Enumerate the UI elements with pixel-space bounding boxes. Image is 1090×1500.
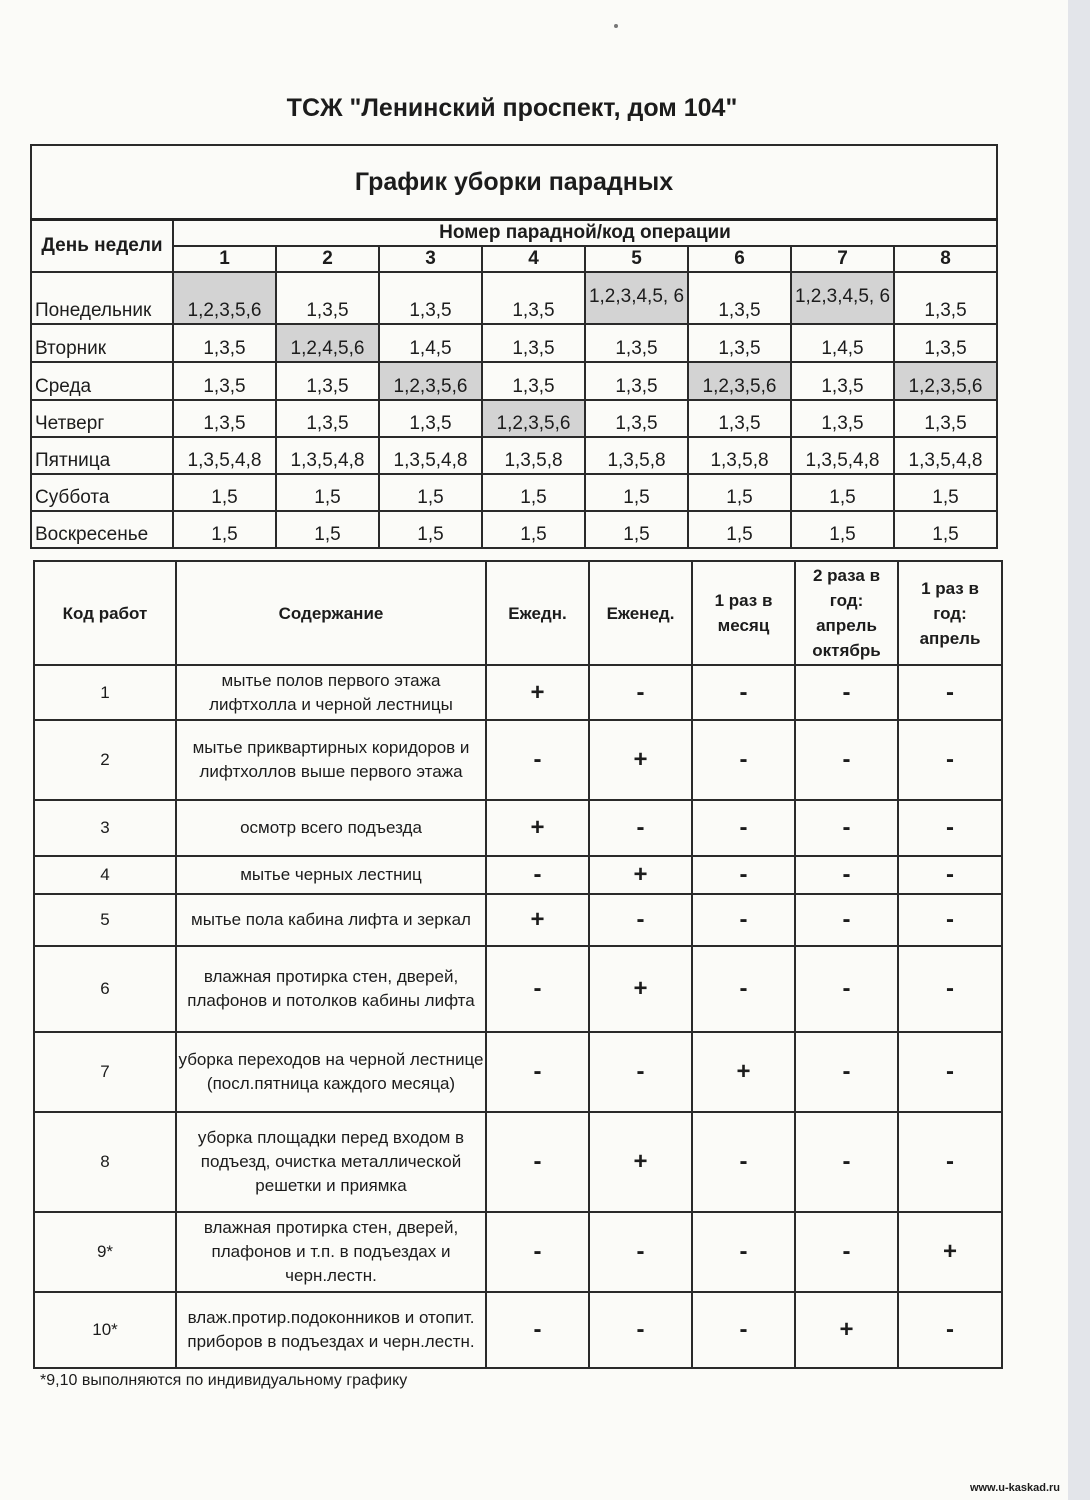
schedule-cell: 1,3,5 bbox=[894, 324, 997, 362]
schedule-cell: 1,2,3,5,6 bbox=[688, 362, 791, 400]
work-code: 3 bbox=[34, 800, 176, 856]
schedule-cell: 1,2,3,4,5, 6 bbox=[791, 272, 894, 324]
frequency-mark: - bbox=[692, 1212, 795, 1292]
work-code: 8 bbox=[34, 1112, 176, 1212]
schedule-cell: 1,2,3,4,5, 6 bbox=[585, 272, 688, 324]
works-column-header: 1 раз в год: апрель bbox=[898, 561, 1002, 665]
schedule-row bbox=[31, 511, 997, 548]
frequency-mark: - bbox=[795, 856, 898, 894]
frequency-mark: - bbox=[589, 1212, 692, 1292]
frequency-mark: - bbox=[692, 946, 795, 1032]
schedule-cell: 1,3,5,4,8 bbox=[276, 437, 379, 474]
entrance-number: 4 bbox=[482, 246, 585, 272]
frequency-mark: - bbox=[692, 894, 795, 946]
works-row bbox=[34, 1032, 1002, 1112]
schedule-row bbox=[31, 474, 997, 511]
schedule-title: График уборки парадных bbox=[31, 145, 997, 220]
day-header: День недели bbox=[31, 220, 173, 272]
frequency-mark: - bbox=[898, 665, 1002, 720]
work-code: 9* bbox=[34, 1212, 176, 1292]
schedule-cell: 1,3,5,4,8 bbox=[894, 437, 997, 474]
schedule-cell: 1,3,5,8 bbox=[482, 437, 585, 474]
frequency-mark: - bbox=[692, 720, 795, 800]
frequency-mark: - bbox=[486, 946, 589, 1032]
frequency-mark: - bbox=[486, 1032, 589, 1112]
schedule-cell: 1,3,5,8 bbox=[688, 437, 791, 474]
works-row bbox=[34, 1112, 1002, 1212]
work-description: мытье полов первого этажа лифтхолла и черной лестницы bbox=[176, 665, 486, 720]
entrance-number: 7 bbox=[791, 246, 894, 272]
frequency-mark: - bbox=[795, 1032, 898, 1112]
schedule-cell: 1,3,5 bbox=[894, 272, 997, 324]
frequency-mark: - bbox=[692, 800, 795, 856]
frequency-mark: - bbox=[692, 856, 795, 894]
schedule-cell: 1,5 bbox=[173, 474, 276, 511]
works-row bbox=[34, 946, 1002, 1032]
schedule-row bbox=[31, 400, 997, 437]
schedule-cell: 1,3,5 bbox=[276, 362, 379, 400]
work-description: осмотр всего подъезда bbox=[176, 800, 486, 856]
schedule-cell: 1,2,3,5,6 bbox=[379, 362, 482, 400]
frequency-mark: - bbox=[795, 1212, 898, 1292]
schedule-cell: 1,3,5,4,8 bbox=[379, 437, 482, 474]
schedule-cell: 1,5 bbox=[688, 511, 791, 548]
page-edge bbox=[1068, 0, 1090, 1500]
schedule-cell: 1,5 bbox=[482, 511, 585, 548]
frequency-mark: + bbox=[589, 1112, 692, 1212]
footnote: *9,10 выполняются по индивидуальному графику bbox=[40, 1372, 408, 1389]
schedule-cell: 1,2,3,5,6 bbox=[173, 272, 276, 324]
schedule-cell: 1,3,5 bbox=[688, 324, 791, 362]
schedule-cell: 1,3,5 bbox=[379, 400, 482, 437]
works-row bbox=[34, 1212, 1002, 1292]
frequency-mark: - bbox=[692, 1292, 795, 1368]
work-code: 10* bbox=[34, 1292, 176, 1368]
schedule-cell: 1,5 bbox=[276, 511, 379, 548]
frequency-mark: + bbox=[589, 720, 692, 800]
entrance-number: 6 bbox=[688, 246, 791, 272]
works-row bbox=[34, 894, 1002, 946]
frequency-mark: - bbox=[898, 1032, 1002, 1112]
frequency-mark: - bbox=[898, 856, 1002, 894]
org-title: ТСЖ "Ленинский проспект, дом 104" bbox=[286, 94, 738, 122]
work-description: влажная протирка стен, дверей, плафонов и т.п. в подъездах и черн.лестн. bbox=[176, 1212, 486, 1292]
schedule-row bbox=[31, 362, 997, 400]
frequency-mark: - bbox=[795, 800, 898, 856]
frequency-mark: + bbox=[795, 1292, 898, 1368]
frequency-mark: - bbox=[692, 665, 795, 720]
schedule-cell: 1,3,5 bbox=[482, 362, 585, 400]
schedule-cell: 1,5 bbox=[482, 474, 585, 511]
schedule-cell: 1,4,5 bbox=[791, 324, 894, 362]
schedule-cell: 1,4,5 bbox=[379, 324, 482, 362]
frequency-mark: + bbox=[486, 800, 589, 856]
frequency-mark: - bbox=[795, 894, 898, 946]
day-name: Среда bbox=[31, 362, 173, 400]
frequency-mark: + bbox=[898, 1212, 1002, 1292]
schedule-cell: 1,3,5 bbox=[688, 400, 791, 437]
works-row bbox=[34, 856, 1002, 894]
works-table bbox=[33, 560, 1003, 1369]
frequency-mark: - bbox=[898, 946, 1002, 1032]
frequency-mark: - bbox=[589, 1032, 692, 1112]
frequency-mark: - bbox=[486, 1212, 589, 1292]
day-name: Четверг bbox=[31, 400, 173, 437]
works-column-header: 2 раза в год: апрель октябрь bbox=[795, 561, 898, 665]
schedule-cell: 1,5 bbox=[894, 511, 997, 548]
frequency-mark: - bbox=[486, 856, 589, 894]
frequency-mark: - bbox=[589, 894, 692, 946]
schedule-cell: 1,3,5 bbox=[791, 362, 894, 400]
work-code: 7 bbox=[34, 1032, 176, 1112]
works-row bbox=[34, 720, 1002, 800]
frequency-mark: + bbox=[589, 856, 692, 894]
entrance-number: 5 bbox=[585, 246, 688, 272]
frequency-mark: - bbox=[898, 1112, 1002, 1212]
schedule-cell: 1,3,5 bbox=[173, 400, 276, 437]
entrance-header: Номер парадной/код операции bbox=[173, 220, 997, 246]
schedule-cell: 1,5 bbox=[688, 474, 791, 511]
frequency-mark: + bbox=[692, 1032, 795, 1112]
works-row bbox=[34, 665, 1002, 720]
schedule-cell: 1,5 bbox=[791, 511, 894, 548]
entrance-number: 8 bbox=[894, 246, 997, 272]
frequency-mark: - bbox=[589, 665, 692, 720]
works-column-header: Код работ bbox=[34, 561, 176, 665]
frequency-mark: - bbox=[692, 1112, 795, 1212]
scan-speck bbox=[614, 24, 618, 28]
work-description: уборка переходов на черной лестнице (посл.пятница каждого месяца) bbox=[176, 1032, 486, 1112]
schedule-cell: 1,5 bbox=[791, 474, 894, 511]
schedule-cell: 1,5 bbox=[276, 474, 379, 511]
frequency-mark: - bbox=[486, 720, 589, 800]
frequency-mark: - bbox=[898, 894, 1002, 946]
work-code: 2 bbox=[34, 720, 176, 800]
schedule-cell: 1,5 bbox=[894, 474, 997, 511]
work-code: 1 bbox=[34, 665, 176, 720]
schedule-row bbox=[31, 272, 997, 324]
schedule-cell: 1,3,5 bbox=[791, 400, 894, 437]
schedule-row bbox=[31, 437, 997, 474]
entrance-number: 2 bbox=[276, 246, 379, 272]
day-name: Суббота bbox=[31, 474, 173, 511]
work-code: 6 bbox=[34, 946, 176, 1032]
cleaning-schedule-table bbox=[30, 144, 998, 549]
works-column-header: Содержание bbox=[176, 561, 486, 665]
schedule-cell: 1,3,5 bbox=[482, 272, 585, 324]
schedule-cell: 1,2,3,5,6 bbox=[894, 362, 997, 400]
schedule-cell: 1,5 bbox=[585, 511, 688, 548]
frequency-mark: + bbox=[589, 946, 692, 1032]
frequency-mark: - bbox=[898, 720, 1002, 800]
day-name: Пятница bbox=[31, 437, 173, 474]
schedule-cell: 1,2,4,5,6 bbox=[276, 324, 379, 362]
schedule-cell: 1,3,5 bbox=[688, 272, 791, 324]
works-column-header: 1 раз в месяц bbox=[692, 561, 795, 665]
schedule-cell: 1,3,5 bbox=[379, 272, 482, 324]
work-code: 5 bbox=[34, 894, 176, 946]
frequency-mark: - bbox=[486, 1112, 589, 1212]
work-description: мытье приквартирных коридоров и лифтхоллов выше первого этажа bbox=[176, 720, 486, 800]
schedule-cell: 1,5 bbox=[379, 474, 482, 511]
schedule-cell: 1,3,5 bbox=[585, 362, 688, 400]
day-name: Воскресенье bbox=[31, 511, 173, 548]
frequency-mark: - bbox=[589, 1292, 692, 1368]
day-name: Вторник bbox=[31, 324, 173, 362]
frequency-mark: - bbox=[795, 665, 898, 720]
schedule-cell: 1,3,5 bbox=[173, 324, 276, 362]
day-name: Понедельник bbox=[31, 272, 173, 324]
work-description: влажная протирка стен, дверей, плафонов и потолков кабины лифта bbox=[176, 946, 486, 1032]
work-description: мытье черных лестниц bbox=[176, 856, 486, 894]
schedule-cell: 1,5 bbox=[379, 511, 482, 548]
works-column-header: Еженед. bbox=[589, 561, 692, 665]
frequency-mark: + bbox=[486, 894, 589, 946]
schedule-cell: 1,3,5,8 bbox=[585, 437, 688, 474]
work-description: уборка площадки перед входом в подъезд, очистка металлической решетки и приямка bbox=[176, 1112, 486, 1212]
schedule-cell: 1,2,3,5,6 bbox=[482, 400, 585, 437]
schedule-cell: 1,3,5 bbox=[585, 324, 688, 362]
frequency-mark: - bbox=[898, 1292, 1002, 1368]
works-column-header: Ежедн. bbox=[486, 561, 589, 665]
frequency-mark: - bbox=[486, 1292, 589, 1368]
schedule-cell: 1,3,5 bbox=[894, 400, 997, 437]
work-description: мытье пола кабина лифта и зеркал bbox=[176, 894, 486, 946]
frequency-mark: - bbox=[795, 946, 898, 1032]
entrance-number: 3 bbox=[379, 246, 482, 272]
entrance-number: 1 bbox=[173, 246, 276, 272]
schedule-cell: 1,3,5,4,8 bbox=[173, 437, 276, 474]
schedule-cell: 1,3,5 bbox=[276, 400, 379, 437]
frequency-mark: - bbox=[898, 800, 1002, 856]
schedule-cell: 1,5 bbox=[585, 474, 688, 511]
work-description: влаж.протир.подоконников и отопит. приборов в подъездах и черн.лестн. bbox=[176, 1292, 486, 1368]
watermark: www.u-kaskad.ru bbox=[969, 1482, 1060, 1494]
schedule-row bbox=[31, 324, 997, 362]
work-code: 4 bbox=[34, 856, 176, 894]
frequency-mark: + bbox=[486, 665, 589, 720]
works-row bbox=[34, 1292, 1002, 1368]
frequency-mark: - bbox=[795, 1112, 898, 1212]
schedule-cell: 1,3,5 bbox=[585, 400, 688, 437]
schedule-cell: 1,3,5 bbox=[482, 324, 585, 362]
schedule-cell: 1,3,5,4,8 bbox=[791, 437, 894, 474]
schedule-cell: 1,3,5 bbox=[276, 272, 379, 324]
frequency-mark: - bbox=[589, 800, 692, 856]
schedule-cell: 1,5 bbox=[173, 511, 276, 548]
frequency-mark: - bbox=[795, 720, 898, 800]
schedule-cell: 1,3,5 bbox=[173, 362, 276, 400]
works-row bbox=[34, 800, 1002, 856]
